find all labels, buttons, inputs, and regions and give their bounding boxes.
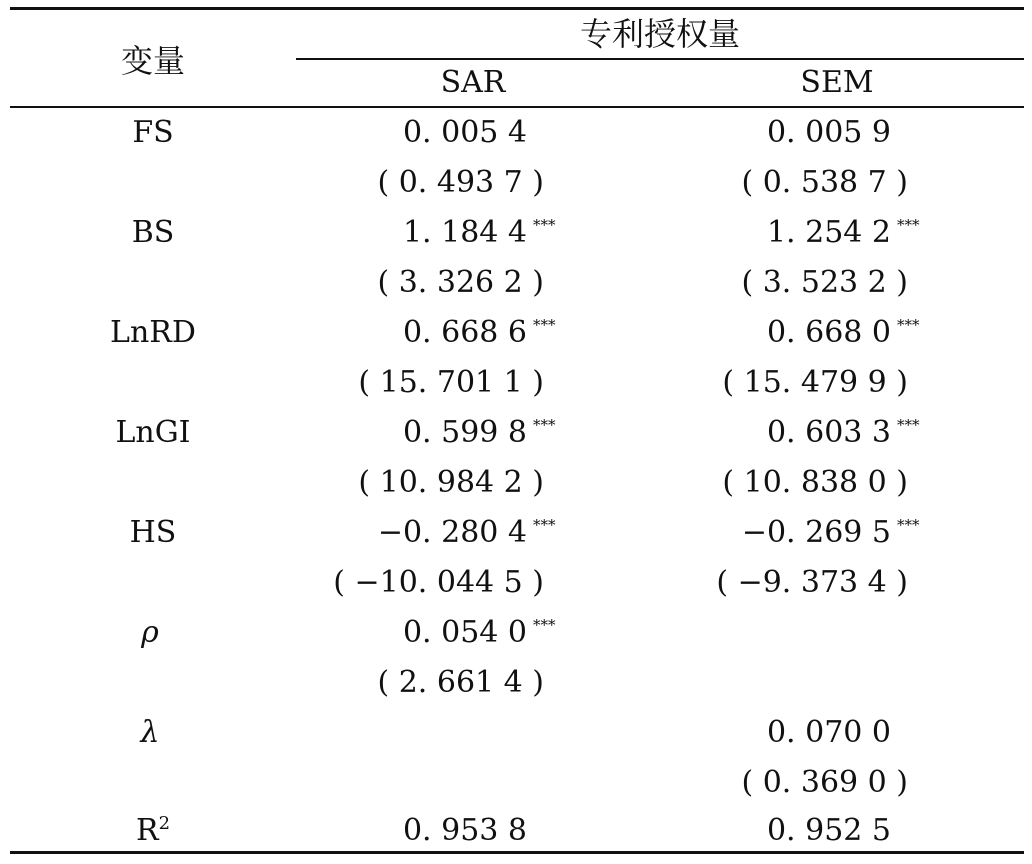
- sem-coef: 0. 668 0: [766, 315, 891, 350]
- sem-tstat: ( 15. 479 9 ): [722, 365, 908, 400]
- sem-tstat: ( −9. 373 4 ): [716, 565, 908, 600]
- sar-significance-stars: ***: [533, 616, 556, 634]
- sar-column-header: SAR: [440, 65, 506, 100]
- sem-coef: −0. 269 5: [741, 515, 891, 550]
- sar-significance-stars: ***: [533, 316, 556, 334]
- sar-coef: 0. 668 6: [402, 315, 527, 350]
- variable-header: 变量: [120, 42, 186, 80]
- sem-significance-stars: ***: [897, 216, 920, 234]
- sar-coef: 0. 005 4: [402, 115, 527, 150]
- sar-coef: −0. 280 4: [377, 515, 527, 550]
- sar-tstat: ( 3. 326 2 ): [377, 265, 544, 300]
- sem-coef: 0. 005 9: [766, 115, 891, 150]
- group-header: 专利授权量: [579, 15, 741, 53]
- var-label-rho: ρ: [141, 615, 159, 650]
- sem-coef: 0. 070 0: [766, 715, 891, 750]
- sar-tstat: ( 15. 701 1 ): [358, 365, 544, 400]
- sar-r-squared: 0. 953 8: [402, 813, 527, 848]
- sem-tstat: ( 3. 523 2 ): [741, 265, 908, 300]
- sar-significance-stars: ***: [533, 516, 556, 534]
- sem-coef: 1. 254 2: [766, 215, 891, 250]
- sar-significance-stars: ***: [533, 216, 556, 234]
- var-label-lambda: λ: [140, 715, 160, 750]
- top-rule: [10, 7, 1024, 10]
- sem-column-header: SEM: [800, 65, 874, 100]
- header-rule: [10, 106, 1024, 108]
- var-label: HS: [129, 515, 177, 550]
- var-label: LnGI: [115, 415, 191, 450]
- bottom-rule: [10, 851, 1024, 854]
- sar-coef: 0. 599 8: [402, 415, 527, 450]
- sar-tstat: ( 10. 984 2 ): [358, 465, 544, 500]
- sem-tstat: ( 0. 369 0 ): [741, 765, 908, 800]
- sem-significance-stars: ***: [897, 516, 920, 534]
- var-label: BS: [131, 215, 175, 250]
- r-squared-exponent: 2: [158, 813, 171, 834]
- r-squared-label: [136, 814, 170, 848]
- sar-coef: 1. 184 4: [402, 215, 527, 250]
- r-squared-base: R: [135, 813, 159, 848]
- sar-significance-stars: ***: [533, 416, 556, 434]
- sem-significance-stars: ***: [897, 416, 920, 434]
- sar-coef: 0. 054 0: [402, 615, 527, 650]
- sem-significance-stars: ***: [897, 316, 920, 334]
- sem-coef: 0. 603 3: [766, 415, 891, 450]
- var-label: LnRD: [110, 315, 196, 350]
- sem-tstat: ( 10. 838 0 ): [722, 465, 908, 500]
- sem-r-squared: 0. 952 5: [766, 813, 891, 848]
- sar-tstat: ( −10. 044 5 ): [333, 565, 544, 600]
- sar-tstat: ( 2. 661 4 ): [377, 665, 544, 700]
- sar-tstat: ( 0. 493 7 ): [377, 165, 544, 200]
- sem-tstat: ( 0. 538 7 ): [741, 165, 908, 200]
- var-label: FS: [132, 115, 174, 150]
- group-rule: [296, 58, 1024, 60]
